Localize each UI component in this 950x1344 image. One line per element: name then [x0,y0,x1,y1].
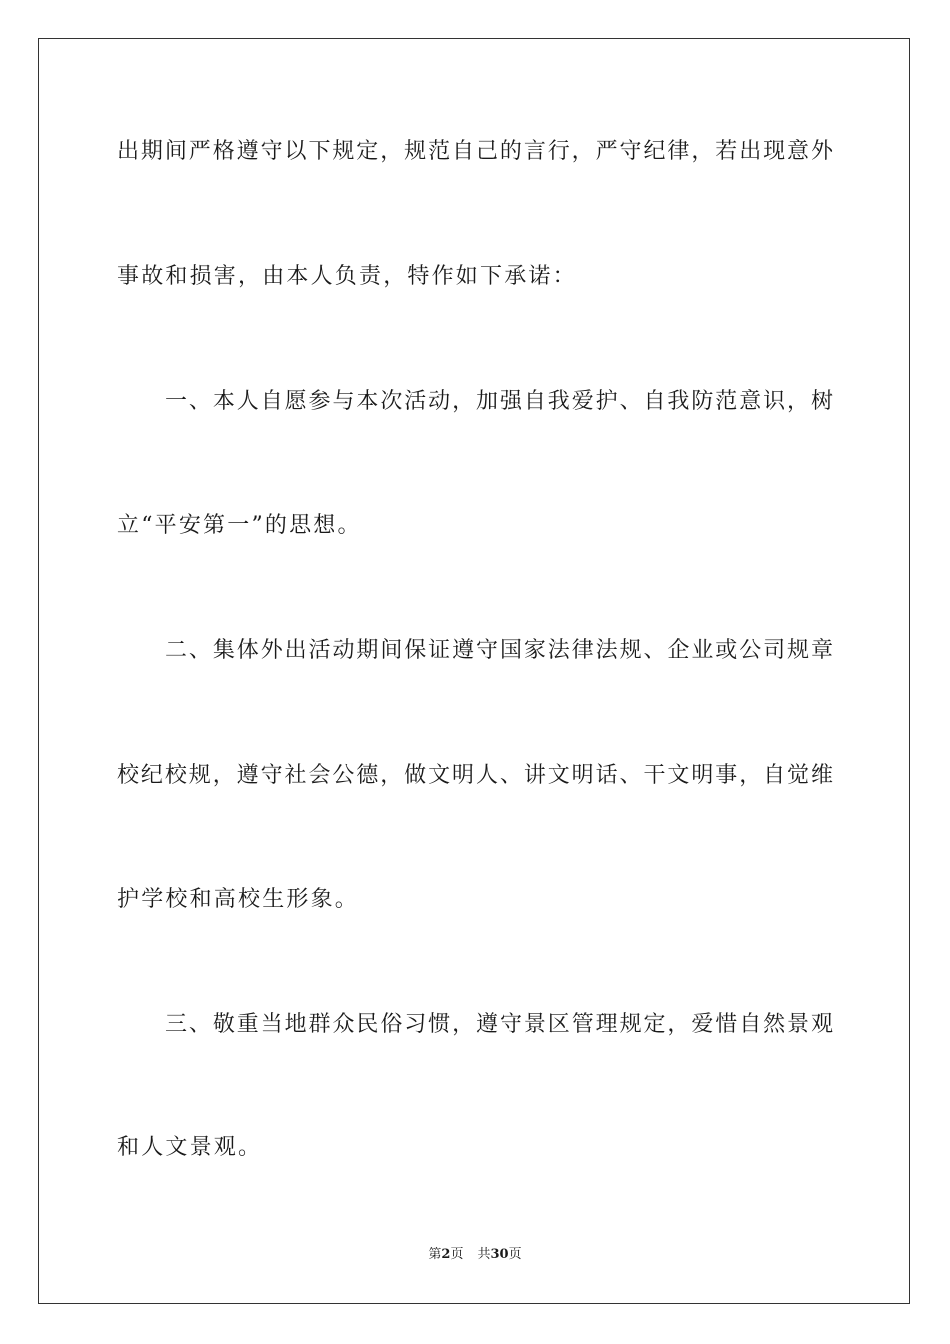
clause-2-line-2: 校纪校规，遵守社会公德，做文明人、讲文明话、干文明事，自觉维 [117,763,833,788]
text-line-2: 事故和损害，由本人负责，特作如下承诺： [117,264,577,289]
clause-2-line-3: 护学校和高校生形象。 [117,887,360,912]
total-pages: 30 [490,1247,509,1262]
total-prefix: 共 [477,1247,491,1262]
page-number: 2 [441,1247,451,1262]
clause-1-line-1: 一、本人自愿参与本次活动，加强自我爱护、自我防范意识，树 [165,389,833,414]
clause-3-line-1: 三、敬重当地群众民俗习惯，遵守景区管理规定，爱惜自然景观 [165,1012,833,1037]
clause-2-line-1: 二、集体外出活动期间保证遵守国家法律法规、企业或公司规章 [165,638,833,663]
clause-1-line-2: 立“平安第一”的思想。 [117,513,362,538]
page-prefix: 第 [428,1247,442,1262]
text-line-1: 出期间严格遵守以下规定，规范自己的言行，严守纪律，若出现意外 [117,139,833,164]
page-suffix: 页 [450,1247,464,1262]
page-footer [0,1246,950,1264]
page-border [38,38,910,1304]
total-suffix: 页 [508,1247,522,1262]
clause-3-line-2: 和人文景观。 [117,1135,263,1160]
